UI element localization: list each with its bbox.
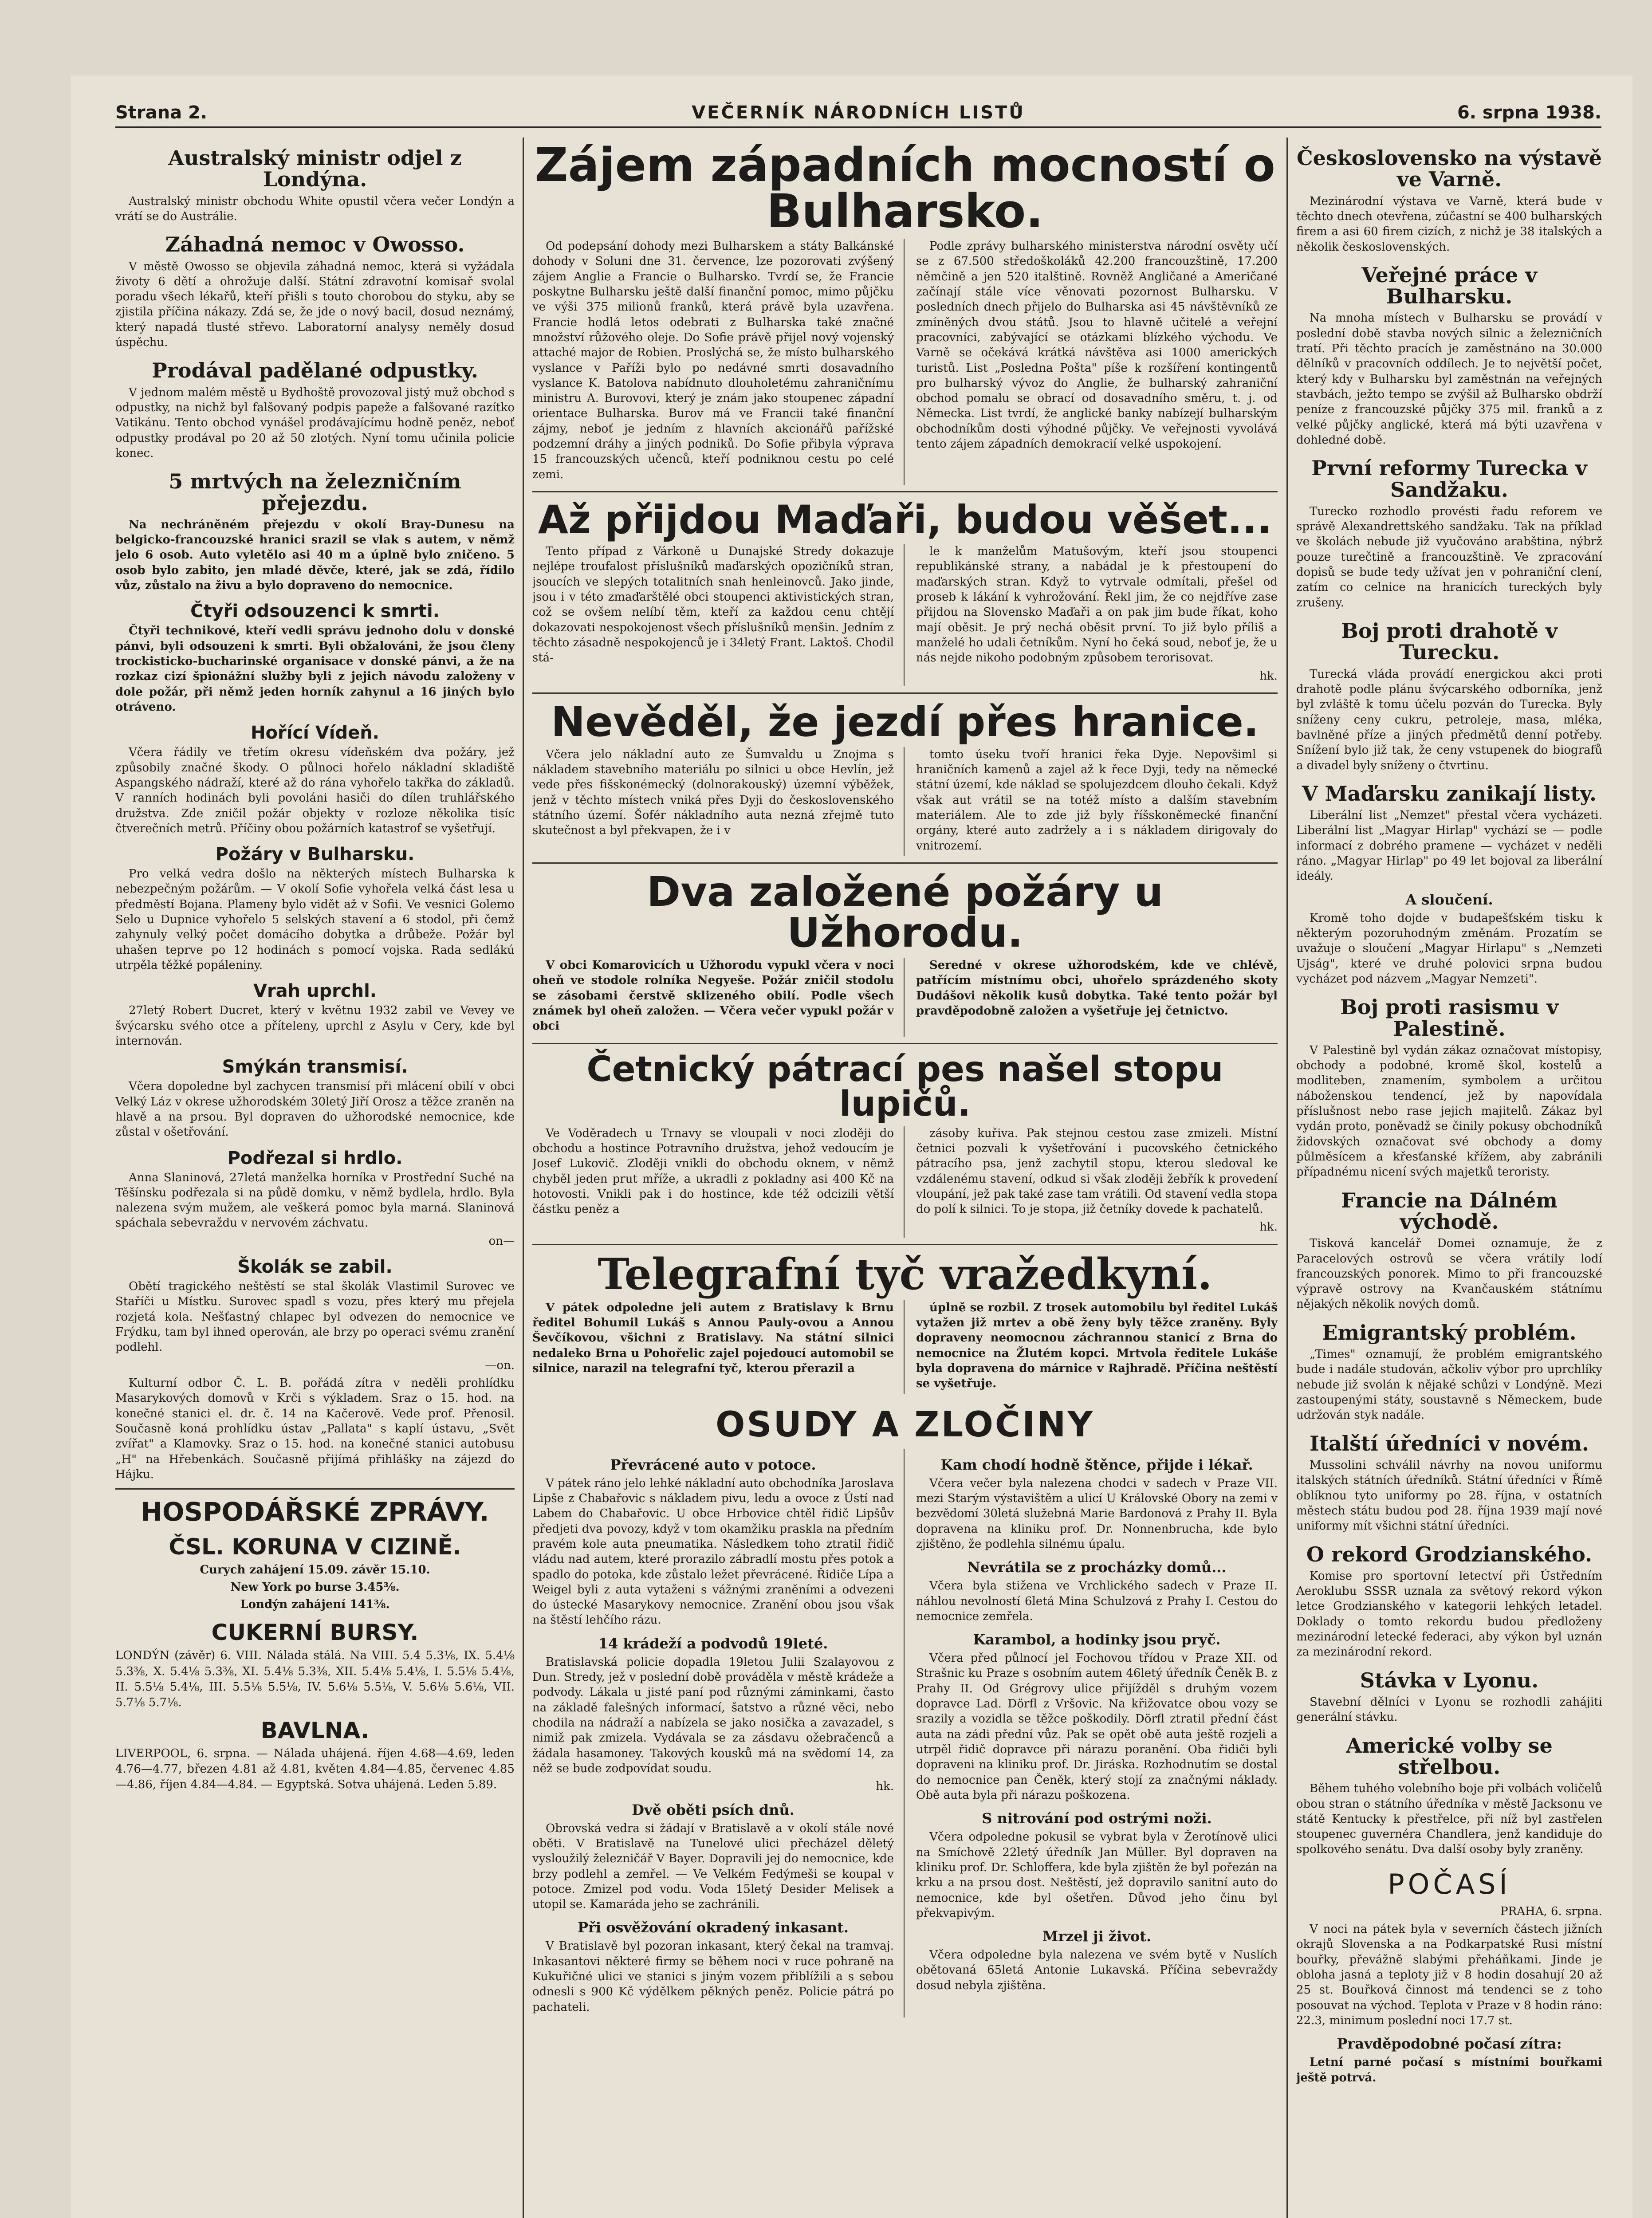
article-columns	[532, 747, 1278, 856]
article-note: Kulturní odbor Č. L. B. pořádá zítra v neděli prohlídku Masarykových domovů v Krči s výkladem. Sraz o 15. hod. na konečné stanici el. dr. č. 14 na Kačerově. Vede prof. Přenosil. Současně koná prohlídku ústav „Pallata" s kaplí ústavu, „Svět zvířat" a Klamovky. Sraz o 15. hod. na konečné stanici autobusu „H" na Hřebenkách. Současně přijímá přihlášky na zájezd do Hájku.	[115, 1376, 515, 1481]
market-body: LIVERPOOL, 6. srpna. — Nálada uhájená. říjen 4.68—4.69, leden 4.76—4.77, březen 4.81 až 4.81, květen 4.84—4.85, červenec 4.85—4.86, říjen 4.84—4.84. — Egyptská. Sotva uhájená. Leden 5.89.	[115, 1746, 515, 1791]
article-columns	[532, 544, 1278, 686]
article-body: Během tuhého volebního boje při volbách voličelů obou stran o státního úředníka v městě Jacksonu ve státě Kentucky k přestřelce, při níž byl zastřelen stoupenec guvernéra Chandlera, jenž kandiduje do spolkového senátu. Dva další osoby byly zraněny.	[1296, 1782, 1602, 1856]
weather-place: PRAHA, 6. srpna.	[1500, 1904, 1602, 1918]
divider	[532, 1244, 1278, 1245]
column-rule	[1286, 138, 1288, 2218]
page-number: Strana 2.	[115, 102, 208, 123]
article-body: Včera odpoledne pokusil se vybrat byla v Žerotínově ulici na Smíchově 22letý úředník Jan Müller. Byl dopraven na kliniku prof. Dr. Schloffera, kde byla zjištěn že byl pořezán na krku a na prsou dost. Neštěstí, jež dopravilo sanitní auto do nemocnice, kde byl ošetřen. Důvod jeho činu byl překvapivým.	[916, 1830, 1278, 1920]
divider	[532, 491, 1278, 492]
column-left	[115, 138, 515, 2218]
article-title: Podřezal si hrdlo.	[227, 1148, 403, 1168]
headline: Až přijdou Maďaři, budou věšet...	[538, 497, 1272, 543]
article-body: tomto úseku tvoří hranici řeka Dyje. Nepovšiml si hraničních kamenů a zajel až k řece Dyji, tedy na německé státní území, kde náklad se spolujezdcem dlouho čekali. Když však aut vrátil se na totéž místo a dalším stavebním materiálem. Ale to zde již byly říšskoněmecké finanční orgány, které auto zadržely a i s nákladem dirigovaly do vnitrozemí.	[916, 747, 1278, 853]
newspaper-title: VEČERNÍK NÁRODNÍCH LISTŮ	[692, 102, 1025, 123]
article-body: V Palestině byl vydán zákaz označovat místopisy, obchody a podobné, kromě škol, kostelů a modliteben, znamením, symbolem a určitou náboženskou tendencí, jež by napovídala příslušnost nebo rase jejich majitelů. Zákaz byl vydán proto, poněvadž se činily pokusy obchodníků židovských označovat své obchody a domy půlměsícem a křesťanské křížem, aby zabránili případnému nicení svých majetků teroristy.	[1296, 1043, 1602, 1179]
article-body: Stavební dělníci v Lyonu se rozhodli zahájiti generální stávku.	[1296, 1695, 1602, 1724]
article-signature: on—	[488, 1234, 515, 1248]
headline: Telegrafní tyč vražedkyní.	[598, 1249, 1212, 1299]
article-title: Záhadná nemoc v Owosso.	[165, 232, 465, 257]
article-title: Nevrátila se z procházky domů...	[967, 1559, 1227, 1576]
article-body: V městě Owosso se objevila záhadná nemoc, která si vyžádala životy 6 dětí a ohrožuje další. Státní zdravotní komisař svolal poradu všech lékařů, kteří přišli s touto chorobou do styku, aby se zjistila příčina nákazy. Zdá se, že jde o nový bacil, dosud neznámý, který napadá tlusté střevo. Laboratorní analysy neměly dosud úspěchu.	[115, 260, 515, 350]
article-body: Anna Slaninová, 27letá manželka horníka v Prostřední Suché na Těšínsku podřezala si na půdě domku, v němž bydlela, hrdlo. Byla nalezena svým mužem, ale veškerá pomoc byla marná. Slaninová spáchala sebevraždu v nervovém záchvatu.	[115, 1171, 515, 1230]
article-body: Včera odpoledne byla nalezena ve svém bytě v Nuslích obětovaná 65letá Antonie Lukavská. Příčina sebevraždy dosud nebyla zjištěna.	[916, 1948, 1278, 1992]
article-body: Včera večer byla nalezena chodci v sadech v Praze VII. mezi Starým výstavištěm a ulicí U Královské Obory na zemi v bezvědomí 30letá služebná Marie Bardonová z Prahy II. Byla dopravena na kliniku prof. Dr. Nonnenbrucha, kde bylo zjištěno, že podlehla silnému úpalu.	[916, 1476, 1278, 1551]
article-body: Turecko rozhodlo provésti řadu reforem ve správě Alexandrettského sandžaku. Tak na příklad ve školách nebude již vyučováno arabština, nýbrž pouze turečtině a francouzštině. Ve zpracování dopisů se bude tedy užívat jen v pohraniční clení, zatím co celnice na hranicích tureckých byly zrušeny.	[1296, 504, 1602, 610]
page-header	[115, 95, 1601, 128]
article-title: Prodával padělané odpustky.	[152, 358, 478, 383]
article-body: Komise pro sportovní letectví při Ústředním Aeroklubu SSSR uznala za světový rekord výkon letce Grodzianského v kategorii lehkých letadel. Doklady o tomto rekordu budou předloženy mezinárodní letecké federaci, aby výkon byl uznán za mezinárodní rekord.	[1296, 1569, 1602, 1659]
article-body: „Times" oznamují, že problém emigrantského bude i nadále studován, ačkoliv výbor pro uprchlíky nebude již svolán k nějaké schůzi v Londýně. Mezi zastoupenými státy, soustavně s Německem, bude udržován styk nadále.	[1296, 1348, 1602, 1422]
market-line: Londýn zahájení 141⅜.	[240, 1598, 390, 1612]
article-title: Americké volby se střelbou.	[1346, 1733, 1553, 1779]
article-body: Turecká vláda provádí energickou akci proti drahotě podle plánu švýcarského odborníka, jenž byl zvláště k tomu účelu pozván do Turecka. Byly sníženy ceny cukru, petroleje, masa, mléka, bavlněné příze a jiných předmětů denní potřeby. Snížení bylo již tak, že ceny vstupenek do biografů a divadel byly sníženy o čtvrtinu.	[1296, 667, 1602, 772]
article-title: Mrzel ji život.	[1042, 1928, 1152, 1945]
article-title: První reformy Turecka v Sandžaku.	[1311, 456, 1587, 502]
article-body: Obrovská vedra si žádají v Bratislavě a v okolí stále nové oběti. V Bratislavě na Tunelové ulici přecházel děletý vysloužilý železničář V Bayer. Dopravili jej do nemocnice, kde brzy podlehl a zemřel. — Ve Velkém Fedýmeši se koupal v potoce. Zmizel pod vodu. Voda 15letý Desider Melisek a utopil se. Kamaráda jeho se zachránili.	[532, 1821, 894, 1911]
column-rule	[523, 138, 524, 2218]
market-heading: BAVLNA.	[260, 1717, 370, 1743]
article-body: Čtyři technikové, kteří vedli správu jednoho dolu v donské pánvi, byli odsouzeni k smrti. Byli obžalováni, že jsou členy trockisticko-bucharinské organisace v donské pánvi, a že na rozkaz cizí špionážní služby byli z jejich návodu založeny v dole požár, při němž jeden horník zahynul a 16 jiných bylo otráveno.	[115, 624, 515, 714]
weather-title: POČASÍ	[1388, 1868, 1511, 1900]
article-body: Včera jelo nákladní auto ze Šumvaldu u Znojma s nákladem stavebního materiálu po silnici u obce Hevlín, jež vede přes fišskonémecký (dolnorakouský) územní výběžek, jenž v těchto místech vniká přes Dyji do československého státního území. Šofér nákladního auta nezná zřejmě tuto skutečnost a byl překvapen, že i v	[532, 747, 894, 838]
forecast-label: Pravděpodobné počasí zítra:	[1337, 2035, 1562, 2053]
article-title: S nitrování pod ostrými noži.	[982, 1810, 1212, 1827]
article-body: Ve Voděradech u Trnavy se vloupali v noci zloději do obchodu a hostince Potravního družstva, jehož vedoucím je Josef Lukovič. Zloději vnikli do obchodu oknem, v němž chyběl jeden prut mříže, a ukradli z pokladny asi 400 Kč na hotovosti. Vnikli pak i do hostince, kde též odcizili větší částku peněz a	[532, 1126, 894, 1216]
forecast-body: Letní parné počasí s místními bouřkami ještě potrvá.	[1296, 2056, 1602, 2084]
article-columns	[532, 1449, 1278, 2017]
column-right	[1296, 138, 1602, 2218]
section-title: HOSPODÁŘSKÉ ZPRÁVY.	[141, 1497, 489, 1527]
market-heading: ČSL. KORUNA V CIZINĚ.	[169, 1534, 461, 1560]
article-body: Na mnoha místech v Bulharsku se provádí v poslední době stavba nových silnic a železničních tratí. Při těchto pracích je zaměstnáno na 30.000 dělníků v pracovních oddílech. Je to největší počet, který kdy v Bulharsku byl zaměstnán na veřejných stavbách, ježto tempo se zvýšil až Bulharsko obdrží peníze z francouzské půjčky 375 mil. franků a z velké půjčky anglické, která má býti uzavřena v dohledné době.	[1296, 311, 1602, 447]
article-title: O rekord Grodzianského.	[1306, 1542, 1593, 1566]
article-title: Australský ministr odjel z Londýna.	[168, 146, 462, 192]
article-body: Bratislavská policie dopadla 19letou Julii Szalayovou z Dun. Stredy, jež v poslední době prováděla v městě krádeže a podvody. Lákala u jisté paní pod různými záminkami, často na základě falešných informací, šatstvo a různé věci, nebo chodila na nádraží a nabízela se jako nosička a zavazadel, s nimiž pak zmizela. Vydávala se za zásdavu ožebračenců a žádala hasamoney. Takových kousků má na svědomí 14, za něž se bude zodpovídat soudu.	[532, 1655, 894, 1775]
article-columns	[532, 239, 1278, 485]
article-title: Čtyři odsouzenci k smrti.	[190, 601, 440, 622]
article-title: Karambol, a hodinky jsou pryč.	[973, 1631, 1221, 1648]
article-body: V obci Komarovicích u Užhorodu vypukl včera v noci oheň ve stodole rolníka Negyeše. Požár zničil stodolu se zásobami čerstvě sklizeného obilí. Podle všech známek byl oheň založen. — Včera večer vypukl požár v obci	[532, 959, 894, 1033]
headline: Dva založené požáry u Užhorodu.	[646, 868, 1164, 956]
article-title: Boj proti drahotě v Turecku.	[1341, 619, 1558, 665]
article-title: Školák se zabil.	[237, 1257, 393, 1278]
article-body: Na nechráněném přejezdu v okolí Bray-Dunesu na belgicko-francouzské hranici srazil se vlak s autem, v němž jelo 6 osob. Auto vyletělo asi 40 m a úplně bylo zničeno. 5 osob bylo zabito, jen mladé děvče, které, jak se zdá, řídilo vůz, zůstalo na živu a bylo dopraveno do nemocnice.	[115, 518, 515, 593]
market-line: New York po burse 3.45⅜.	[230, 1581, 400, 1594]
article-body: V jednom malém městě u Bydhoště provozoval jistý muž obchod s odpustky, na nichž byl falšovaný podpis papeže a falšované razítko Vatikánu. Tento obchod vynášel prodávajícímu hodně peněz, neboť odpustky prodával po 20 až 50 zlotých. Nyní tomu učinila policie konec.	[115, 385, 515, 460]
article-signature: hk.	[876, 1780, 894, 1793]
market-line: Curych zahájení 15.09. závěr 15.10.	[200, 1563, 430, 1577]
divider	[532, 1043, 1278, 1044]
column-center	[532, 138, 1278, 2218]
article-columns	[532, 1300, 1278, 1394]
article-title: V Maďarsku zanikají listy.	[1302, 781, 1597, 806]
article-body: Mezinárodní výstava ve Varně, která bude v těchto dnech otevřena, zúčastní se 400 bulharských firem a asi 60 firem cizích, z nichž je 38 italských a několik československých.	[1296, 194, 1602, 254]
lead-headline: Zájem západních mocností o Bulharsko.	[535, 138, 1275, 238]
article-title: Převrácené auto v potoce.	[610, 1456, 816, 1473]
article-body: zásoby kuřiva. Pak stejnou cestou zase zmizeli. Místní četnici pozvali k vyšetřování i pucovského četnického pátracího psa, jenž zachytil stopu, kterou sledoval ke vzdálenému stavení, odkud si však zloději žebřík k provedení vloupání, jež pak také zase tam vrátili. Od stavení vedla stopa do polí k silnici. To je stopa, již četníky dovede k pachatelů.	[916, 1126, 1278, 1216]
article-signature: —on.	[485, 1358, 515, 1372]
market-heading: CUKERNÍ BURSY.	[211, 1620, 419, 1646]
headline: Nevěděl, že jezdí přes hranice.	[551, 698, 1259, 746]
article-body: Australský ministr obchodu White opustil včera večer Londýn a vrátí se do Austrálie.	[115, 194, 515, 223]
article-body: Včera byla stižena ve Vrchlického sadech v Praze II. náhlou nevolností 6letá Mina Schulzová z Prahy I. Cestou do nemocnice zemřela.	[916, 1579, 1278, 1623]
article-body: V Bratislavě byl pozoran inkasant, který čekal na tramvaj. Inkasantovi některé firmy se během noci v ruce pohraně na Kukuřičné ulici ve stanici s jiným vozem přiblížili a s sebou odnesli s 900 Kč výdělkem pěkných peněz. Policie pátrá po pachateli.	[532, 1939, 894, 2014]
article-title: 14 krádeží a podvodů 19leté.	[598, 1635, 828, 1652]
article-body: Tento případ z Várkoně u Dunajské Stredy dokazuje nejlépe troufalost příslušníků maďarských opozičníků stran, jsoucích ve slepých totalitních snah henleinovců. Jako jinde, jsou i v této zmaďarštělé obci stoupenci aktivistických stran, což se ovšem nelíbí těm, kteří za každou cenu chtějí dokazovati nespokojenost všech příslušníků menšin. Jedním z těchto zásadně nespokojenců je i 34letý Frant. Laktoš. Chodil stá-	[532, 545, 894, 665]
article-body: V pátek odpoledne jeli autem z Bratislavy k Brnu ředitel Bohumil Lukáš s Annou Pauly-ovou a Annou Ševčíkovou, všichni z Bratislavy. Na státní silnici nedaleko Brna u Pohořelic zajel pojedoucí automobil se silnice, narazil na telegrafní tyč, kterou přerazil a	[532, 1301, 894, 1375]
article-body: Liberální list „Nemzet" přestal včera vycházeti. Liberální list „Magyar Hirlap" vychází se — podle informací z dobrého pramene — vycházet v neděli ráno. „Magyar Hirlap" po 49 let bojoval za liberální ideály.	[1296, 809, 1602, 883]
article-body: 27letý Robert Ducret, který v květnu 1932 zabil ve Vevey ve švýcarsku svého otce a příteleny, uprchl z Asylu v Cery, kde byl internován.	[115, 1004, 515, 1048]
article-title: Kam chodí hodně štěnce, přijde i lékař.	[940, 1456, 1253, 1473]
article-body: úplně se rozbil. Z trosek automobilu byl ředitel Lukáš vytažen již mrtev a obě ženy byly těžce zraněny. Byly dopraveny neomocnou záchrannou stanicí z Brna do nemocnice na Žlutém kopci. Mrtvola ředitele Lukáše byla dopravena do márnice v Rajhradě. Příčina neštěstí se vyšetřuje.	[916, 1301, 1278, 1391]
article-title: Boj proti rasismu v Palestině.	[1340, 995, 1559, 1041]
divider	[115, 1488, 515, 1490]
article-signature: hk.	[1259, 1220, 1278, 1234]
divider	[532, 862, 1278, 864]
divider	[532, 692, 1278, 694]
article-body: Včera řádily ve třetím okresu vídeňském dva požáry, jež způsobily značné škody. O půlnoci hořelo nákladní skladiště Aspangského nádraží, které až do rána vyhořelo takřka do základů. V ranních hodinách byli povoláni hasiči do dílen truhlářského družstva. Zde zničil požár objekty v rozloze několika tisíc čtverečních metrů. Příčiny obou požárních katastrof se vyšetřují.	[115, 746, 515, 835]
market-body: LONDÝN (závěr) 6. VIII. Nálada stálá. Na VIII. 5.4 5.3⅛, IX. 5.4⅛ 5.3⅜, X. 5.4⅛ 5.3⅜, XI. 5.4⅛ 5.3⅜, XII. 5.4⅛ 5.4⅛, I. 5.5⅛ 5.4⅛, II. 5.5⅛ 5.4⅛, III. 5.5⅛ 5.5⅛, IV. 5.6⅛ 5.5⅛, V. 5.6⅛ 5.6⅛, VII. 5.7⅛ 5.7⅛.	[115, 1649, 515, 1709]
section-title: OSUDY A ZLOČINY	[716, 1404, 1094, 1445]
article-signature: hk.	[1259, 669, 1278, 683]
article-title: Emigrantský problém.	[1322, 1320, 1577, 1345]
article-body: Tisková kancelář Domei oznamuje, že z Paracelových ostrovů se včera vrátily lodí francouzských ponorek. Mimo to při francouzské výpravě ostrovy na Kvančauském státnímu nějakých několik nových domů.	[1296, 1237, 1602, 1311]
article-title: Vrah uprchl.	[253, 981, 377, 1002]
weather-body: V noci na pátek byla v severních částech jižních okrajů Slovenska a na Podkarpatské Rusi místní bouřky, převážně slabými přeháňkami. Jinde je obloha jasná a teploty již v 8 hodin dosahují 20 až 25 st. Bouřková činnost má tendenci se z toho posouvat na východ. Teplota v Praze v 8 hodin ráno: 22.3, minimum poslední noci 17.7 st.	[1296, 1923, 1602, 2027]
article-title: Československo na výstavě ve Varně.	[1297, 146, 1602, 192]
article-title: Dvě oběti psích dnů.	[632, 1801, 795, 1818]
newspaper-page	[71, 75, 1632, 2218]
article-body: Obětí tragického neštěstí se stal školák Vlastimil Surovec ve Staříči u Místku. Surovec spadl s vozu, přes který mu přejela rozjetá kola. Nešťastný chlapec byl odvezen do nemocnice ve Frýdku, tam byl ihned operován, ale brzy po operaci svému zranění podlehl.	[115, 1280, 515, 1354]
article-title: Požáry v Bulharsku.	[215, 844, 415, 865]
article-title: 5 mrtvých na železničním přejezdu.	[169, 469, 461, 515]
article-body: Kromě toho dojde v budapešťském tisku k některým pozoruhodným změnám. Prozatím se uvažuje o sloučení „Magyar Hirlapu" s „Nemzeti Ujság", které ve druhé polovici srpna budou vycházet pod názvem „Magyar Nemzeti".	[1296, 911, 1602, 986]
article-title: Stávka v Lyonu.	[1360, 1668, 1539, 1692]
article-body: Včera před půlnocí jel Fochovou třídou v Praze XII. od Strašnic ku Praze s osobním autem 46letý úředník Čeněk B. z Prahy II. Od Grégrovy ulice přijížděl s druhým vozem dopravce Lad. Dörfl z Vršovic. Na křižovatce obou vozy se srazily a vozidla se těžce poškodily. Dörfl ztratil přední část auta na zádi přední vůz. Pak se opět obě auta ještě rozjeli a utrpěl řidič dopravce při nárazu poranění. Oba řidiči byli dopraveni na kliniku prof. Dr. Jiráska. Rozhodnutím se dostal do nemocnice pan Čeněk, který stojí za značnými náklady. Obě auta byla při nárazu poškozena.	[916, 1652, 1278, 1802]
article-columns	[532, 958, 1278, 1037]
article-title: Francie na Dálném východě.	[1341, 1188, 1558, 1234]
article-body: le k manželům Matušovým, kteří jsou stoupenci republikánské strany, a nabádal je k přestoupení do maďarských stran. Když to vytrvale odmítali, přešel od proseb k lákání k vyhrožování. Řekl jim, že co nejdříve zase přijdou na Slovensko Maďaři a on pak jim bude říkat, koho mají oběsit. Je prý nechá oběsit první. To již bylo příliš a manželé ho udali četníkům. Nyní ho čeká soud, neboť je, že u nás nejde nikoho podobným způsobem terorisovat.	[916, 545, 1278, 665]
article-body: Od podepsání dohody mezi Bulharskem a státy Balkánské dohody v Soluni dne 31. července, lze pozorovati zvýšený zájem Anglie a Francie o Bulharsko. Tvrdí se, že Francie poskytne Bulharsku ještě další finanční pomoc, mimo půjčku ve výši 375 milionů franků, která právě byla uzavřena. Francie hodlá letos odebrati z Bulharska také značné množství růžového oleje. Do Sofie právě přijel nový vojenský attaché major de Robien. Proslýchá se, že místo bulharského vyslance v Paříži bylo po nedávné smrti dosavadního vyslance K. Batolova nabídnuto dlouholetému zahraničnímu ministru A. Burovovi, který je znám jako stoupenec západní orientace Bulharska. Burov má ve Francii také finanční zájmy, neboť je jedním z hlavních akcionářů pařížské podzemní dráhy a jiných podniků. Do Sofie přibyla výprava 15 francouzských učenců, kteří podniknou cestu po celé zemi.	[532, 240, 894, 481]
article-subtitle: A sloučení.	[1405, 891, 1493, 908]
article-body: Mussolini schválil návrhy na novou uniformu italských státních úředníků. Státní úředníci v Římě oblíknou tyto uniformy po 28. října, v ostatních městech státu budou pod 28. října 1939 mají nové uniformy mít všichni státní úředníci.	[1296, 1458, 1602, 1533]
article-body: V pátek ráno jelo lehké nákladní auto obchodníka Jaroslava Lipše z Chabařovic s nákladem pivu, ledu a ovoce z Ústí nad Labem do Chabařovic. U obce Hrbovice chtěl řidič Lipšův předjeti dva povozy, když v tom okamžiku praskla na předním pravém kole auta pneumatika. Následkem toho ztratil řidič vládu nad autem, které prorazilo zábradlí mostu přes potok a spadlo do potoka, kde zůstalo ležet převrácené. Řidiče Lípa a Weigel byli z auta vytaženi s vážnými zraněními a odvezeni do ústecké Masarykovy nemocnice. Zranění obou jsou však na štěstí lehčího rázu.	[532, 1476, 894, 1627]
article-body: Pro velká vedra došlo na některých místech Bulharska k nebezpečným požárům. — V okolí Sofie vyhořela velká část lesa u předměstí Bojana. Plameny bylo vidět až v Sofii. Ve vesnici Golemo Selo u Dupnice vyhořelo 5 selských stavení a 6 stodol, při čemž zahynuly velký počet domácího dobytka a drůbeže. Požár byl uhašen teprve po 12 hodinách s pomocí vojska. Rada sedlákú utrpěla těžké popáleniny.	[115, 867, 515, 972]
issue-date: 6. srpna 1938.	[1457, 102, 1601, 123]
headline: Četnický pátrací pes našel stopu lupičů.	[586, 1049, 1223, 1124]
article-body: Seredné v okrese užhorodském, kde ve chlévě, patřícím místnímu obci, uhořelo sprázdeného skoty Dudášovi několik kusů dobytka. Také tento požár byl pravděpodobně založen a vyšetřuje jej četnictvo.	[916, 959, 1278, 1018]
article-body: Včera dopoledne byl zachycen transmisí při mlácení obilí v obci Velký Láz v okrese užhorodském 30letý Jiří Orosz a těžce zraněn na hlavě a na prsou. Byl dopraven do užhorodské nemocnice, kde zůstal v ošetřování.	[115, 1080, 515, 1139]
article-title: Veřejné práce v Bulharsku.	[1361, 263, 1537, 309]
article-columns	[532, 1126, 1278, 1238]
article-body: Podle zprávy bulharského ministerstva národní osvěty učí se z 67.500 středoškoláků 42.200 francouzštině, 17.200 němčině a jen 520 italštině. Rovněž Angličané a Američané začínají stále více věnovati pozornost Bulharsku. V posledních dnech přijelo do Bulharska asi 45 návštěvníků ze zmíněných dvou států. Jsou to hlavně učitelé a veřejní pracovníci, zabývající se otázkami blízkého východu. Ve Varně se očekává krátká návštěva asi 1000 amerických turistů. List „Posledna Pošta" píše k rozšíření kontingentů pro bulharský vývoz do Anglie, že bulharský zahraniční obchod pomalu se obrací od dosavadního směru, t. j. od Německa. List tvrdí, že anglické banky nabízejí bulharským obchodníkům dosti výhodné půjčky. Ve veřejnosti vyvolává tento zájem západních demokracií velké uspokojení.	[916, 240, 1278, 451]
article-title: Smýkán transmisí.	[222, 1057, 408, 1078]
article-title: Při osvěžování okradený inkasant.	[577, 1919, 849, 1936]
article-title: Hořící Vídeň.	[251, 723, 379, 743]
article-title: Italští úředníci v novém.	[1310, 1431, 1589, 1455]
